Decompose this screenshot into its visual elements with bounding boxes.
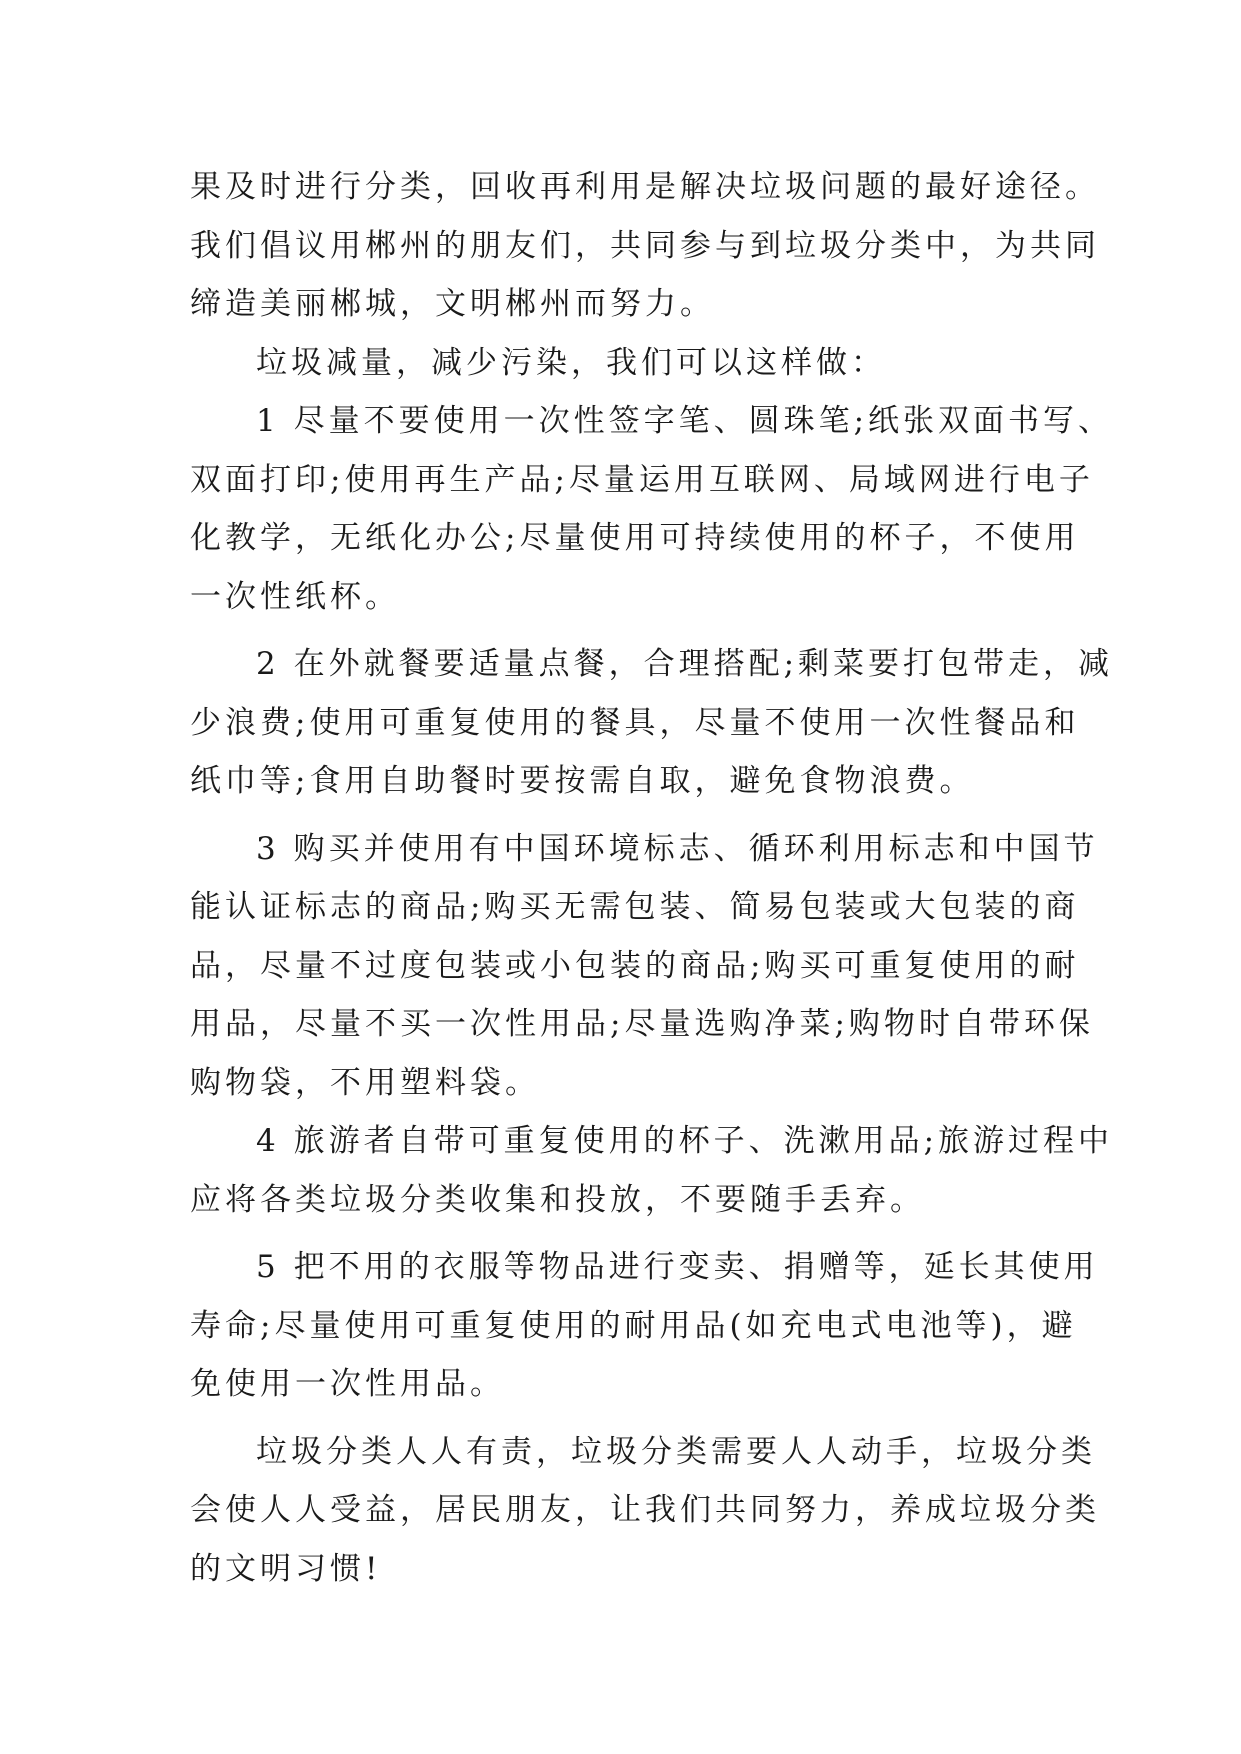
text-line: 纸巾等;食用自助餐时要按需自取，避免食物浪费。	[190, 763, 975, 799]
paragraph-item-3	[190, 820, 1099, 1113]
text-line: 缔造美丽郴城，文明郴州而努力。	[190, 286, 715, 322]
text-line: 我们倡议用郴州的朋友们，共同参与到垃圾分类中，为共同	[190, 227, 1100, 264]
paragraph-item-4	[190, 1112, 1114, 1229]
text-line: 2 在外就餐要适量点餐，合理搭配;剩菜要打包带走，减	[256, 646, 1114, 682]
text-line: 购物袋，不用塑料袋。	[190, 1064, 540, 1101]
text-line: 能认证标志的商品;购买无需包装、简易包装或大包装的商	[190, 889, 1080, 925]
text-line: 用品，尽量不买一次性用品;尽量选购净菜;购物时自带环保	[190, 1006, 1094, 1042]
text-line: 垃圾减量，减少污染，我们可以这样做：	[256, 344, 886, 381]
text-line: 少浪费;使用可重复使用的餐具，尽量不使用一次性餐品和	[190, 704, 1080, 741]
paragraph-item-1	[190, 392, 1114, 626]
text-line: 1 尽量不要使用一次性签字笔、圆珠笔;纸张双面书写、	[256, 403, 1114, 439]
text-line: 垃圾分类人人有责，垃圾分类需要人人动手，垃圾分类	[256, 1433, 1096, 1470]
text-line: 4 旅游者自带可重复使用的杯子、洗漱用品;旅游过程中	[256, 1123, 1114, 1159]
text-line: 的文明习惯!	[190, 1550, 382, 1587]
text-line: 会使人人受益，居民朋友，让我们共同努力，养成垃圾分类	[190, 1492, 1100, 1528]
text-line: 化教学，无纸化办公;尽量使用可持续使用的杯子，不使用	[190, 520, 1080, 556]
paragraph-continuation	[190, 158, 1100, 334]
text-line: 双面打印;使用再生产品;尽量运用互联网、局域网进行电子	[190, 461, 1094, 498]
paragraph-intro	[190, 334, 1060, 393]
text-line: 寿命;尽量使用可重复使用的耐用品(如充电式电池等)，避	[190, 1307, 1077, 1344]
text-line: 一次性纸杯。	[190, 578, 400, 615]
paragraph-item-5	[190, 1238, 1099, 1414]
text-line: 3 购买并使用有中国环境标志、循环利用标志和中国节	[256, 830, 1099, 867]
document-body	[190, 158, 1114, 1598]
paragraph-item-2	[190, 635, 1114, 811]
text-line: 果及时进行分类，回收再利用是解决垃圾问题的最好途径。	[190, 169, 1100, 205]
text-line: 应将各类垃圾分类收集和投放，不要随手丢弃。	[190, 1181, 925, 1218]
text-line: 品，尽量不过度包装或小包装的商品;购买可重复使用的耐	[190, 947, 1080, 984]
paragraph-conclusion	[190, 1423, 1100, 1599]
text-line: 5 把不用的衣服等物品进行变卖、捐赠等，延长其使用	[256, 1249, 1099, 1285]
text-line: 免使用一次性用品。	[190, 1366, 505, 1402]
